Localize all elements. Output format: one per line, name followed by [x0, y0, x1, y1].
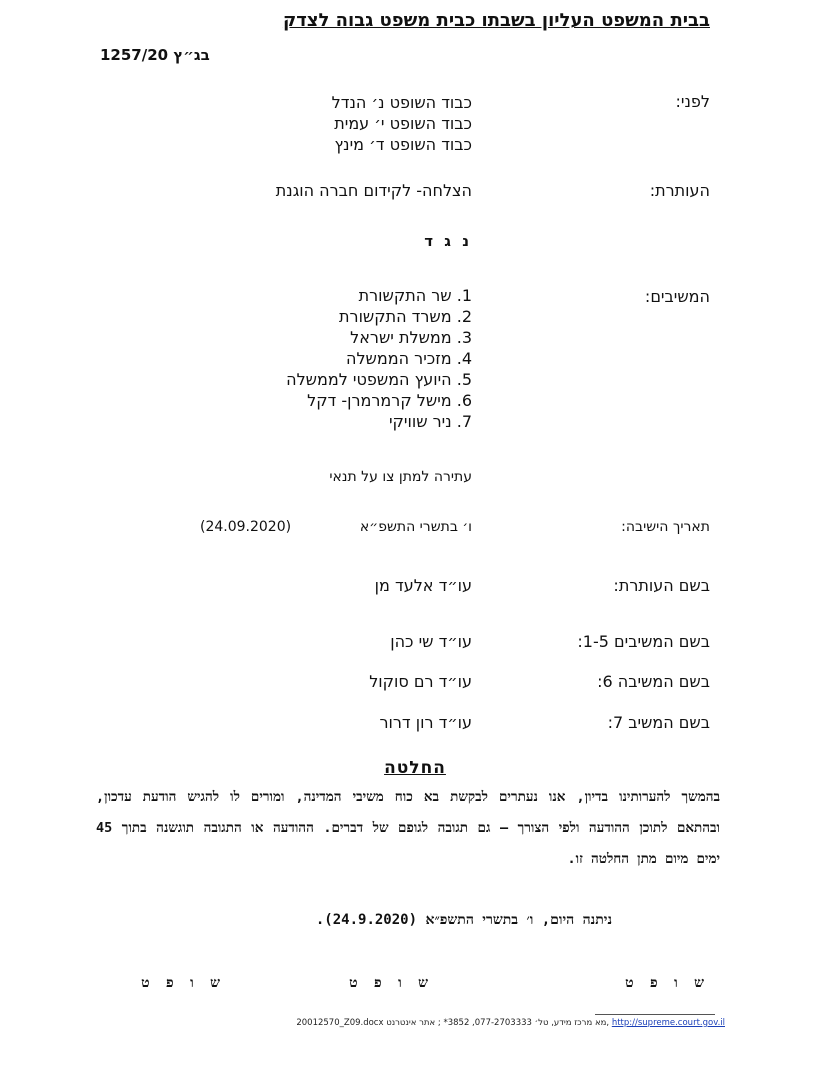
counsel-respondent7-label: בשם המשיב 7:: [607, 713, 710, 732]
hearing-label: תאריך הישיבה:: [621, 519, 710, 535]
hearing-hebrew-date: ו׳ בתשרי התשפ״א: [359, 519, 472, 535]
judge-name: כבוד השופט ד׳ מינץ: [334, 135, 472, 154]
petitioner-label: העותרת:: [649, 181, 710, 200]
decision-title: החלטה: [384, 758, 446, 778]
versus-label: נ ג ד: [424, 232, 472, 250]
hearing-date: (24.09.2020): [200, 519, 292, 535]
respondents-label: המשיבים:: [644, 287, 710, 306]
signature-judge-3: ש ו פ ט: [141, 975, 224, 991]
footer: [296, 1018, 725, 1028]
petitioner-name: הצלחה- לקידום חברה הוגנת: [275, 181, 472, 200]
footer-text: 20012570_Z09.docx מא מרכז מידע, טל׳ 077-2703333, 3852* ; אתר אינטרנט,: [296, 1018, 610, 1028]
decision-body: בהמשך להערותינו בדיון, אנו נעתרים לבקשת בא כוח משיבי המדינה, ומורים לו להגיש הודעת עדכון, ובהתאם לתוכן ההודעה ולפי הצורך – גם תגובה לגופם של דברים. ההודעה או התגובה תוגשנה בתוך 45 ימים מיום מתן החלטה זו.: [96, 789, 720, 867]
court-title: בבית המשפט העליון בשבתו כבית משפט גבוה לצדק: [282, 10, 710, 31]
judges-list: [332, 92, 472, 155]
footer-link[interactable]: http://supreme.court.gov.il: [611, 1018, 725, 1028]
respondents-list: [286, 285, 472, 432]
counsel-petitioner-label: בשם העותרת:: [613, 576, 710, 595]
footer-divider: [595, 1014, 715, 1015]
counsel-respondents-label: בשם המשיבים 1-5:: [577, 632, 710, 651]
respondent-item: 3. ממשלת ישראל: [350, 328, 472, 347]
counsel-respondent7-name: עו״ד רון דרור: [379, 713, 472, 732]
respondent-item: 1. שר התקשורת: [358, 286, 472, 305]
respondent-item: 2. משרד התקשורת: [339, 307, 472, 326]
respondent-item: 6. מישל קרמרמרן- דקל: [307, 391, 472, 410]
counsel-respondent6-label: בשם המשיבה 6:: [597, 672, 710, 691]
respondent-item: 5. היועץ המשפטי לממשלה: [286, 370, 472, 389]
counsel-respondents-name: עו״ד שי כהן: [390, 632, 472, 651]
counsel-respondent6-name: עו״ד רם סוקול: [369, 672, 472, 691]
judges-label: לפני:: [675, 92, 710, 111]
given-date: ניתנה היום, ו׳ בתשרי התשפ״א (24.9.2020).: [315, 912, 612, 928]
signature-judge-1: ש ו פ ט: [625, 975, 708, 991]
case-number: בג״ץ 1257/20: [100, 46, 210, 64]
respondent-item: 7. ניר שוויקי: [388, 412, 472, 431]
judge-name: כבוד השופט נ׳ הנדל: [331, 93, 472, 112]
counsel-petitioner-name: עו״ד אלעד מן: [374, 576, 472, 595]
respondent-item: 4. מזכיר הממשלה: [346, 349, 472, 368]
judge-name: כבוד השופט י׳ עמית: [334, 114, 472, 133]
signature-judge-2: ש ו פ ט: [349, 975, 432, 991]
motion-type: עתירה למתן צו על תנאי: [329, 469, 472, 485]
